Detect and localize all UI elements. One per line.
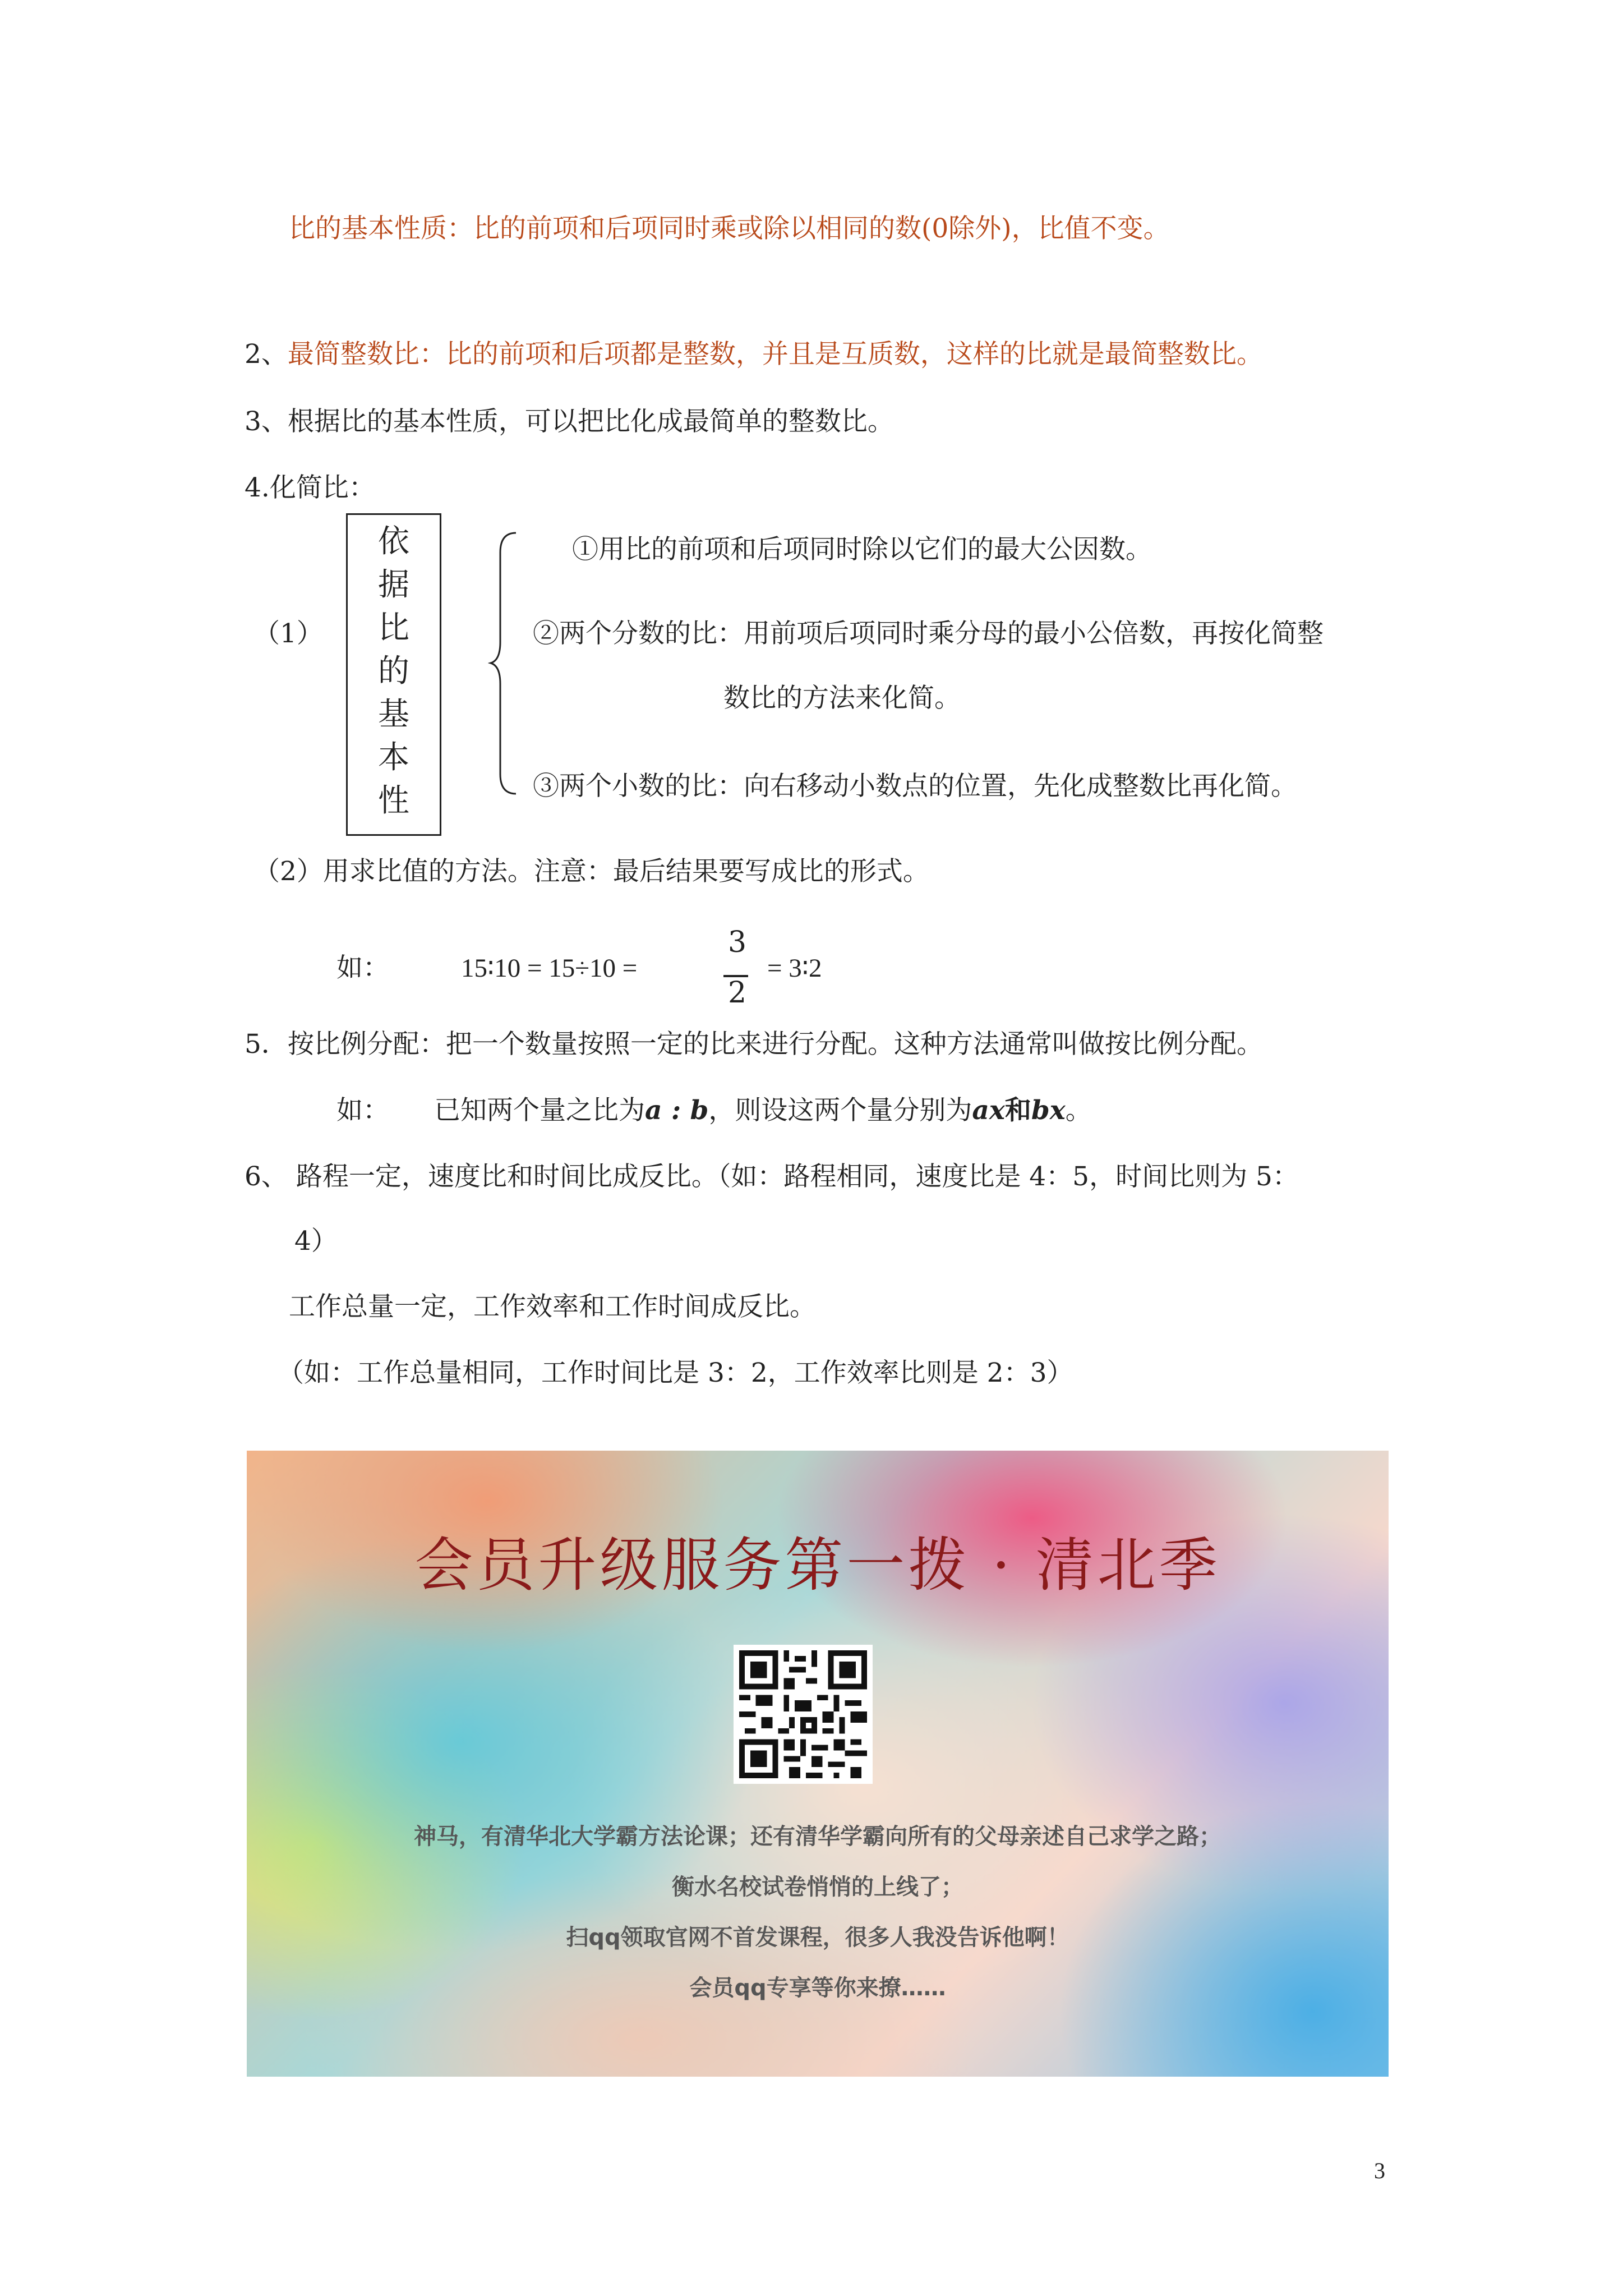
example2-text-a: 已知两个量之比为 <box>434 1095 645 1126</box>
rule-gcd: ①用比的前项和后项同时除以它们的最大公因数。 <box>572 534 1152 565</box>
qr-code[interactable] <box>734 1645 873 1784</box>
promo-banner[interactable] <box>247 1451 1389 2077</box>
and-text: 和 <box>1004 1095 1031 1126</box>
rule-basic-property: 比的基本性质：比的前项和后项同时乘或除以相同的数(0除外)，比值不变。 <box>289 213 1170 244</box>
banner-line-1: 神马，有清华北大学霸方法论课；还有清华学霸向所有的父母亲述自己求学之路； <box>414 1824 1221 1849</box>
example1-right: = 3∶2 <box>767 954 822 983</box>
rule-fraction-ratio-cont: 数比的方法来化简。 <box>723 683 961 714</box>
box-char: 基 <box>378 696 409 733</box>
term-bx: bx <box>1031 1095 1066 1126</box>
banner-line-2: 衡水名校试卷悄悄的上线了； <box>672 1874 963 1900</box>
banner-line-3: 扫qq领取官网不首发课程，很多人我没告诉他啊！ <box>566 1925 1069 1950</box>
rule-work-example: （如：工作总量相同，工作时间比是 3：2，工作效率比则是 2：3） <box>278 1358 1073 1388</box>
section-simplify-ratio: 4.化简比： <box>245 472 375 503</box>
fraction-denominator: 2 <box>728 976 747 1010</box>
term-ax: ax <box>972 1095 1005 1126</box>
example1-left: 15∶10 = 15÷10 = <box>461 954 638 983</box>
item1-label: （1） <box>253 618 323 649</box>
box-char: 本 <box>378 739 409 776</box>
rule-simplify: 3、根据比的基本性质，可以把比化成最简单的整数比。 <box>245 406 894 437</box>
example2-label: 如： <box>336 1095 389 1126</box>
rule-fraction-ratio: ②两个分数的比：用前项后项同时乘分母的最小公倍数，再按化简整 <box>533 618 1324 649</box>
fraction-numerator: 3 <box>728 926 747 959</box>
example1-label: 如： <box>336 953 389 983</box>
rule-distance-constant-cont: 4） <box>294 1226 338 1257</box>
ratio-ab: a : b <box>645 1095 709 1126</box>
box-char: 性 <box>378 783 409 819</box>
curly-brace <box>488 530 522 797</box>
basis-box <box>346 513 441 836</box>
simplest-ratio-text: 最简整数比：比的前项和后项都是整数，并且是互质数，这样的比就是最简整数比。 <box>287 339 1263 370</box>
example2-text-b: ，则设这两个量分别为 <box>708 1095 972 1126</box>
banner-title: 会员升级服务第一拨 · 清北季 <box>414 1531 1221 1599</box>
rule-simplest-ratio <box>245 338 1263 371</box>
box-char: 据 <box>378 567 409 603</box>
banner-line-4: 会员qq专享等你来撩…… <box>689 1975 946 2001</box>
example2 <box>336 1094 1092 1128</box>
rule-distance-constant: 6、 路程一定，速度比和时间比成反比。（如：路程相同，速度比是 4：5，时间比则为 5： <box>245 1161 1299 1192</box>
page-number: 3 <box>1374 2158 1385 2183</box>
box-char: 依 <box>378 523 409 560</box>
box-char: 比 <box>378 610 409 646</box>
item-number: 2、 <box>245 339 288 370</box>
box-char: 的 <box>378 653 409 689</box>
rule-proportional-distribution: 5．按比例分配：把一个数量按照一定的比来进行分配。这种方法通常叫做按比例分配。 <box>245 1029 1263 1060</box>
item2-ratio-value: （2）用求比值的方法。注意：最后结果要写成比的形式。 <box>253 856 929 887</box>
example2-end: 。 <box>1065 1095 1092 1126</box>
rule-decimal-ratio: ③两个小数的比：向右移动小数点的位置，先化成整数比再化简。 <box>533 771 1297 802</box>
rule-work-constant: 工作总量一定，工作效率和工作时间成反比。 <box>289 1291 816 1322</box>
